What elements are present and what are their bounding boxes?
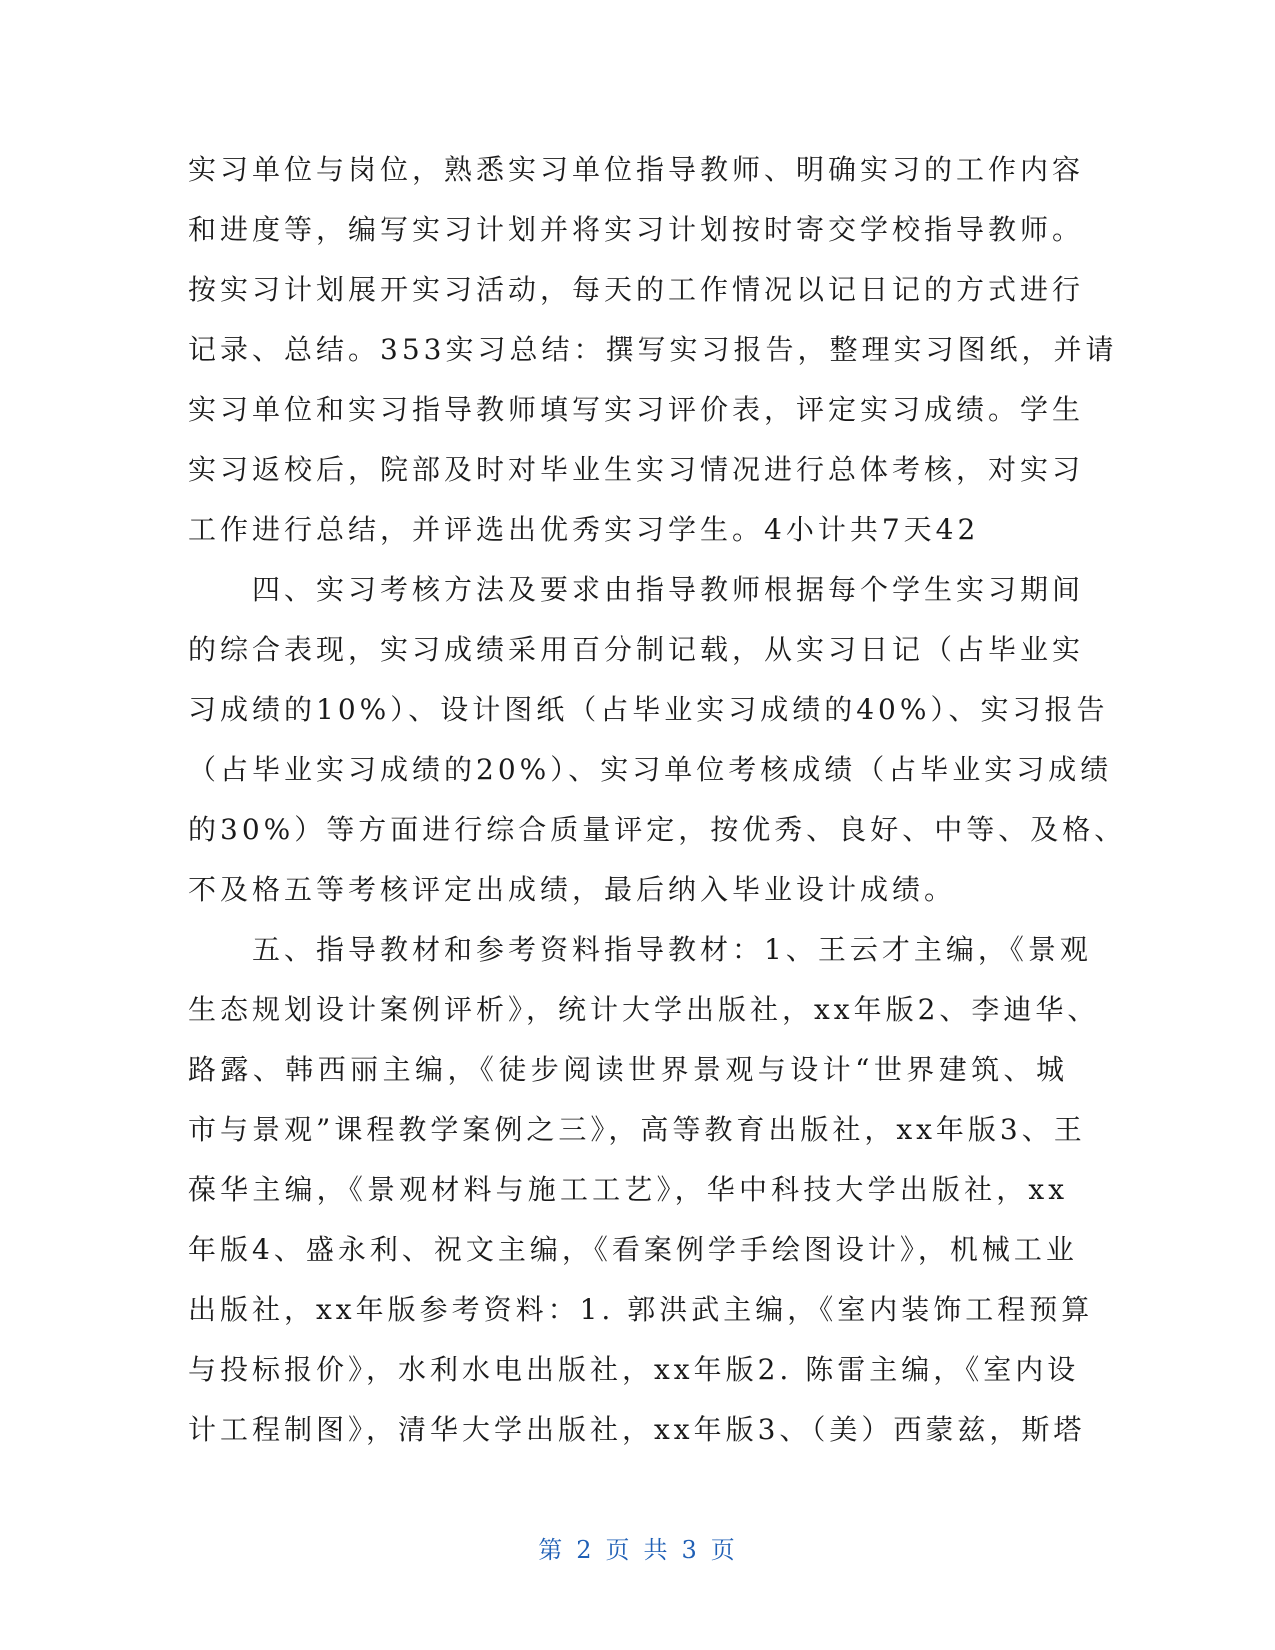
section-five-heading-line: 五、指导教材和参考资料指导教材：1、王云才主编，《景观	[188, 933, 1092, 966]
section-four-heading-line: 四、实习考核方法及要求由指导教师根据每个学生实习期间	[188, 573, 1085, 606]
text-line: 不及格五等考核评定出成绩，最后纳入毕业设计成绩。	[188, 873, 957, 906]
footer-page-number: 2	[576, 1536, 594, 1564]
page-footer	[0, 1530, 1275, 1565]
text-line: 路露、韩西丽主编，《徒步阅读世界景观与设计“世界建筑、城	[188, 1053, 1068, 1086]
text-line: 葆华主编，《景观材料与施工工艺》，华中科技大学出版社，xx	[188, 1173, 1068, 1206]
footer-suffix: 页	[710, 1536, 737, 1564]
text-line: 年版4、盛永利、祝文主编，《看案例学手绘图设计》，机械工业	[188, 1233, 1078, 1266]
text-line: 计工程制图》，清华大学出版社，xx年版3、（美）西蒙兹，斯塔	[188, 1413, 1086, 1446]
text-line: 出版社，xx年版参考资料：1. 郭洪武主编，《室内装饰工程预算	[188, 1293, 1094, 1326]
text-line: （占毕业实习成绩的20%）、实习单位考核成绩（占毕业实习成绩	[188, 753, 1113, 786]
text-line: 工作进行总结，并评选出优秀实习学生。4小计共7天42	[188, 513, 980, 546]
text-line: 的综合表现，实习成绩采用百分制记载，从实习日记（占毕业实	[188, 633, 1085, 666]
text-line: 与投标报价》，水利水电出版社，xx年版2. 陈雷主编，《室内设	[188, 1353, 1080, 1386]
text-line: 的30%）等方面进行综合质量评定，按优秀、良好、中等、及格、	[188, 813, 1127, 846]
text-line: 习成绩的10%）、设计图纸（占毕业实习成绩的40%）、实习报告	[188, 693, 1109, 726]
text-line: 实习返校后，院部及时对毕业生实习情况进行总体考核，对实习	[188, 453, 1085, 486]
text-line: 实习单位和实习指导教师填写实习评价表，评定实习成绩。学生	[188, 393, 1085, 426]
text-line: 和进度等，编写实习计划并将实习计划按时寄交学校指导教师。	[188, 213, 1085, 246]
text-line: 生态规划设计案例评析》，统计大学出版社，xx年版2、李迪华、	[188, 993, 1100, 1026]
text-line: 实习单位与岗位，熟悉实习单位指导教师、明确实习的工作内容	[188, 153, 1085, 186]
document-body	[188, 140, 1127, 1460]
text-line: 记录、总结。353实习总结：撰写实习报告，整理实习图纸，并请	[188, 333, 1118, 366]
text-line: 按实习计划展开实习活动，每天的工作情况以记日记的方式进行	[188, 273, 1085, 306]
footer-total-pages: 3	[681, 1536, 699, 1564]
text-line: 市与景观”课程教学案例之三》，高等教育出版社，xx年版3、王	[188, 1113, 1086, 1146]
footer-prefix: 第	[538, 1536, 565, 1564]
footer-page-label: 页	[605, 1536, 632, 1564]
footer-total-label: 共	[643, 1536, 670, 1564]
